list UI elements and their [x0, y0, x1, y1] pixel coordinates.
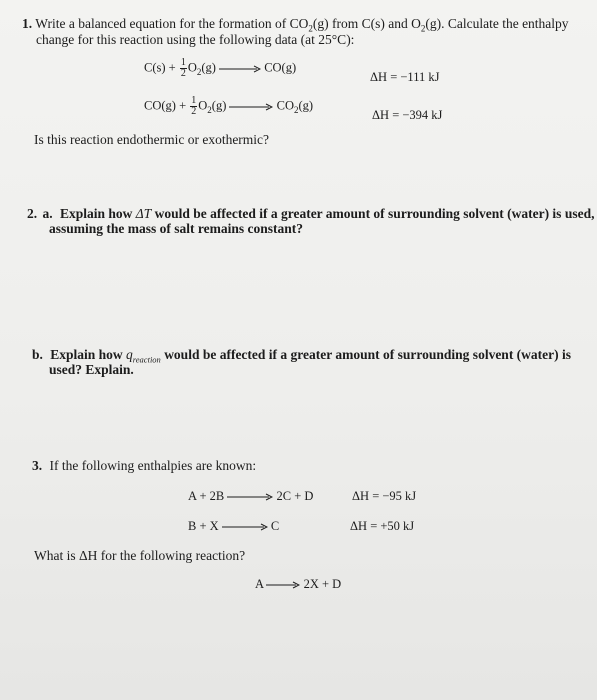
q2-number: 2. — [27, 206, 38, 221]
q1-text-a: Write a balanced equation for the formation of CO — [35, 16, 309, 31]
q3-equation-1: A + 2B 2C + D — [188, 489, 314, 503]
reaction-arrow-icon — [229, 103, 273, 111]
q1-eq1-enthalpy: ΔH = −111 kJ — [370, 70, 440, 84]
reaction-arrow-icon — [222, 523, 268, 531]
half-fraction: $\frac{1}{2}$ — [180, 57, 186, 79]
q3-number: 3. — [32, 458, 43, 473]
reaction-arrow-icon — [266, 581, 300, 589]
q1-equation-1: C(s) + $\frac{1}{2}$ $O_2(g)$ CO(g) — [144, 57, 297, 79]
q3-target-reaction: A 2X + D — [255, 577, 342, 591]
reaction-arrow-icon — [227, 493, 273, 501]
reaction-arrow-icon — [219, 65, 261, 73]
q1-text-c: (g). Calculate the enthalpy — [425, 16, 569, 31]
q2b-line1: b. Explain how $q_{reaction}$ would be affected if a greater amount of surrounding solvent (water) is — [32, 347, 572, 365]
half-fraction: $\frac{1}{2}$ — [191, 95, 197, 117]
q3-question: What is ΔH for the following reaction? — [34, 548, 246, 563]
q3-intro-line: 3. If the following enthalpies are known: — [32, 458, 257, 473]
q1-line2: change for this reaction using the following data (at 25°C): — [36, 32, 355, 47]
q3-equation-2: B + X C — [188, 519, 280, 533]
q3-eq1-enthalpy: ΔH = −95 kJ — [352, 489, 417, 503]
q2a-line2: assuming the mass of salt remains constant? — [49, 221, 304, 236]
q1-equation-2: CO(g) + $\frac{1}{2}$ $O_2(g)$ $CO_2(g)$ — [144, 95, 314, 117]
q1-text-b: (g) from C(s) and O — [312, 16, 421, 31]
q2a-label: a. — [42, 206, 53, 221]
q1-question: Is this reaction endothermic or exothermic? — [34, 132, 270, 147]
q1-eq2-enthalpy: ΔH = −394 kJ — [372, 108, 443, 122]
q2b-line2: used? Explain. — [49, 362, 134, 377]
q1-line1: 1. Write a balanced equation for the formation of $CO_2(g)$ from C(s) and $O_2(g)$. Calculate the enthalpy — [22, 16, 569, 34]
q2a-line1: 2. a. Explain how ΔT would be affected if a greater amount of surrounding solvent (water) is used, — [27, 206, 595, 221]
q1-number: 1. — [22, 16, 33, 31]
q2b-label: b. — [32, 347, 43, 362]
q3-eq2-enthalpy: ΔH = +50 kJ — [350, 519, 415, 533]
